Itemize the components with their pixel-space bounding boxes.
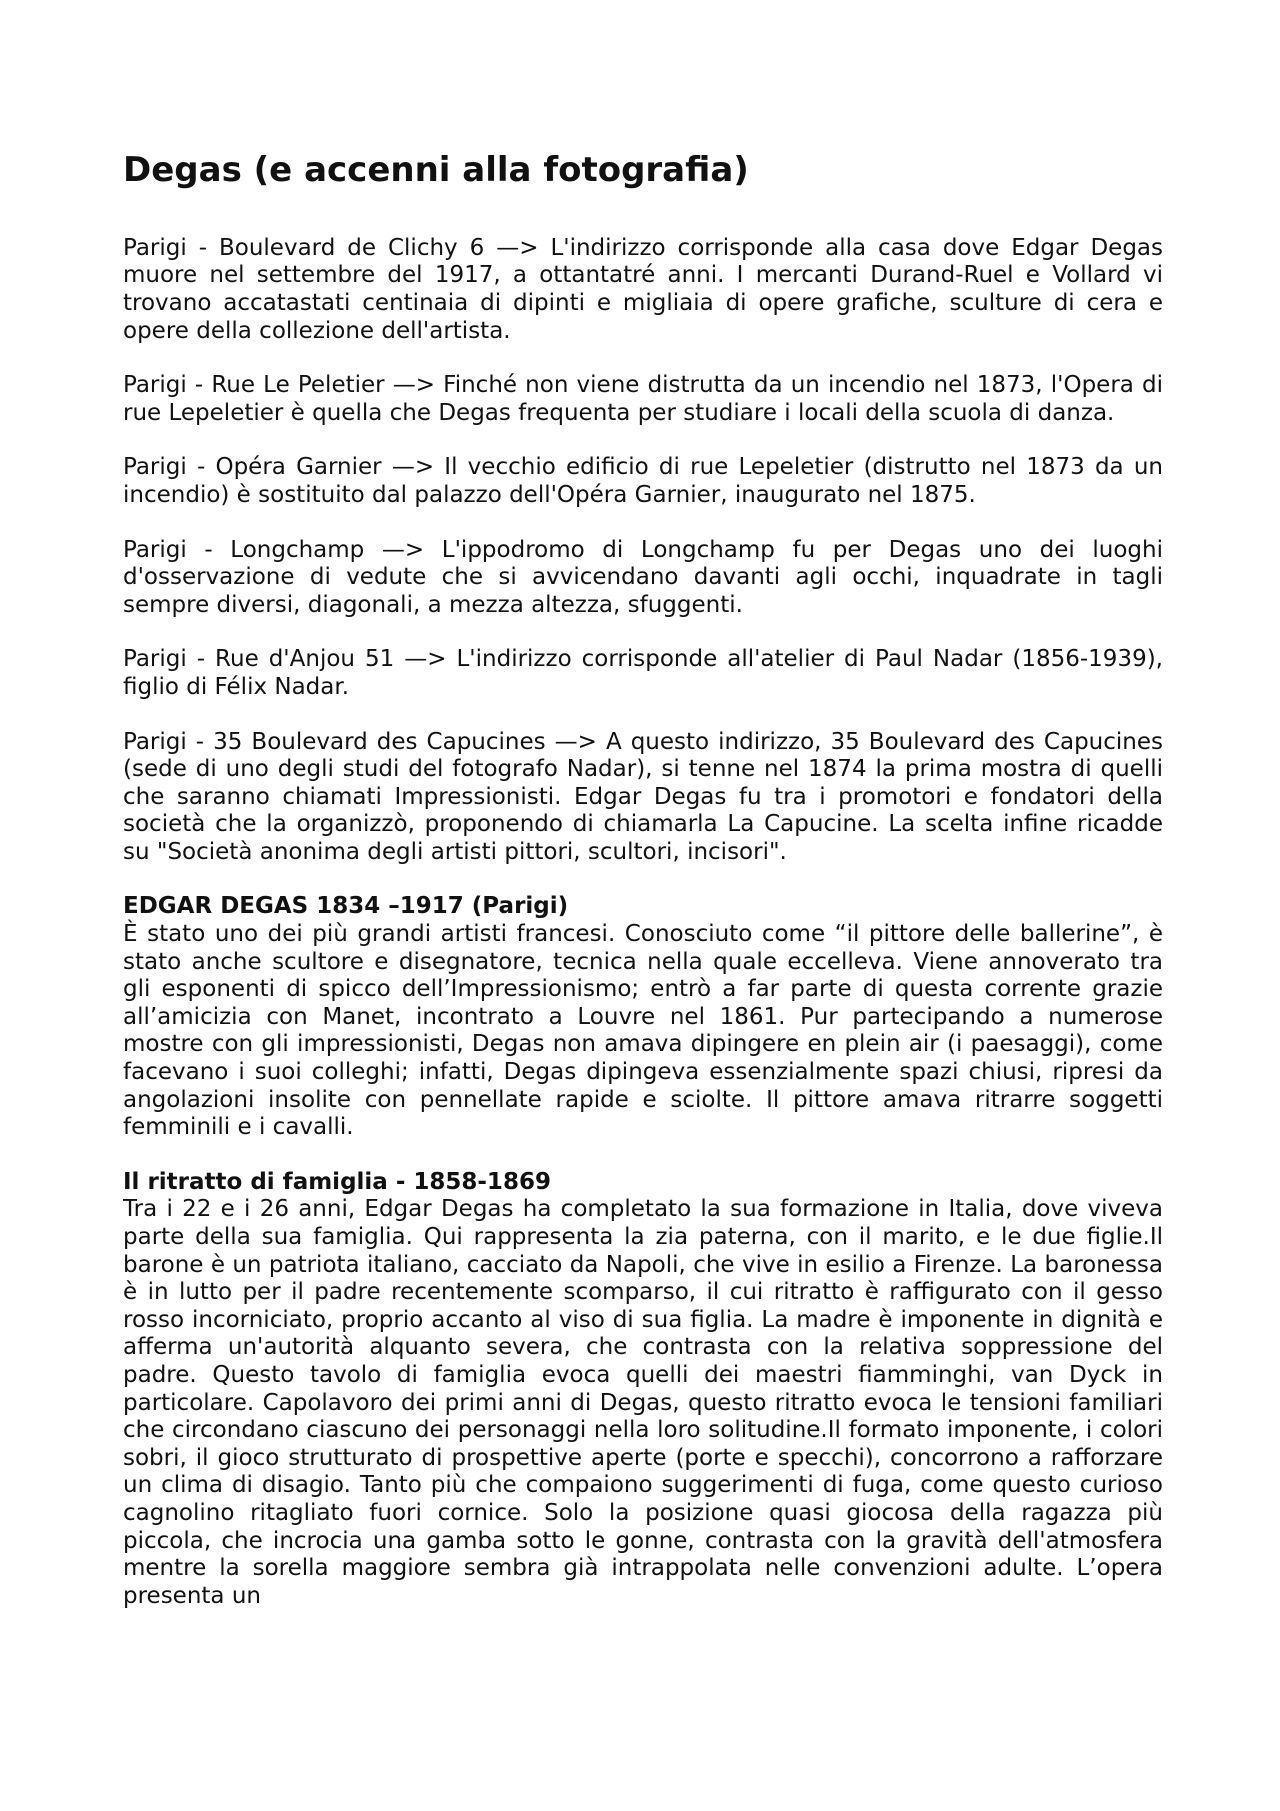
- document-page: [123, 150, 1163, 1637]
- paragraph-boulevard-de-clichy: Parigi - Boulevard de Clichy 6 —> L'indirizzo corrisponde alla casa dove Edgar Degas muore nel settembre del 1917, a ottantatré anni. I mercanti Durand-Ruel e Vollard vi trovano accatastati centinaia di dipinti e migliaia di opere grafiche, sculture di cera e opere della collezione dell'artista.: [123, 234, 1163, 344]
- section-biography-heading: EDGAR DEGAS 1834 –1917 (Parigi): [123, 893, 569, 920]
- paragraph-longchamp: Parigi - Longchamp —> L'ippodromo di Longchamp fu per Degas uno dei luoghi d'osservazione di vedute che si avvicendano davanti agli occhi, inquadrate in tagli sempre diversi, diagonali, a mezza altezza, sfuggenti.: [123, 536, 1163, 618]
- section-family-portrait: [123, 1169, 1163, 1611]
- paragraph-rue-le-peletier: Parigi - Rue Le Peletier —> Finché non viene distrutta da un incendio nel 1873, l'Opera di rue Lepeletier è quella che Degas frequenta per studiare i locali della scuola di danza.: [123, 372, 1163, 426]
- section-biography: [123, 893, 1163, 1141]
- paragraph-opera-garnier: Parigi - Opéra Garnier —> Il vecchio edificio di rue Lepeletier (distrutto nel 1873 da un incendio) è sostituito dal palazzo dell'Opéra Garnier, inaugurato nel 1875.: [123, 454, 1163, 508]
- section-family-portrait-text: Tra i 22 e i 26 anni, Edgar Degas ha completato la sua formazione in Italia, dove viveva parte della sua famiglia. Qui rappresenta la zia paterna, con il marito, e le due figlie.Il barone è un patriota italiano, cacciato da Napoli, che vive in esilio a Firenze. La baronessa è in lutto per il padre recentemente scomparso, il cui ritratto è raffigurato con il gesso rosso incorniciato, proprio accanto al viso di sua figlia. La madre è imponente in dignità e afferma un'autorità alquanto severa, che contrasta con la relativa soppressione del padre. Questo tavolo di famiglia evoca quelli dei maestri fiamminghi, van Dyck in particolare. Capolavoro dei primi anni di Degas, questo ritratto evoca le tensioni familiari che circondano ciascuno dei personaggi nella loro solitudine.Il formato imponente, i colori sobri, il gioco strutturato di prospettive aperte (porte e specchi), concorrono a rafforzare un clima di disagio. Tanto più che compaiono suggerimenti di fuga, come questo curioso cagnolino ritagliato fuori cornice. Solo la posizione quasi giocosa della ragazza più piccola, che incrocia una gamba sotto le gonne, contrasta con la gravità dell'atmosfera mentre la sorella maggiore sembra già intrappolata nelle convenzioni adulte. L’opera presenta un: [123, 1196, 1163, 1609]
- section-biography-text: È stato uno dei più grandi artisti francesi. Conosciuto come “il pittore delle ballerine”, è stato anche scultore e disegnatore, tecnica nella quale eccelleva. Viene annoverato tra gli esponenti di spicco dell’Impressionismo; entrò a far parte di questa corrente grazie all’amicizia con Manet, incontrato a Louvre nel 1861. Pur partecipando a numerose mostre con gli impressionisti, Degas non amava dipingere en plein air (i paesaggi), come facevano i suoi colleghi; infatti, Degas dipingeva essenzialmente spazi chiusi, ripresi da angolazioni insolite con pennellate rapide e sciolte. Il pittore amava ritrarre soggetti femminili e i cavalli.: [123, 921, 1163, 1141]
- paragraph-boulevard-des-capucines: Parigi - 35 Boulevard des Capucines —> A questo indirizzo, 35 Boulevard des Capucines (sede di uno degli studi del fotografo Nadar), si tenne nel 1874 la prima mostra di quelli che saranno chiamati Impressionisti. Edgar Degas fu tra i promotori e fondatori della società che la organizzò, proponendo di chiamarla La Capucine. La scelta infine ricadde su "Società anonima degli artisti pittori, scultori, incisori".: [123, 728, 1163, 865]
- section-family-portrait-heading: Il ritratto di famiglia - 1858-1869: [123, 1168, 551, 1195]
- document-title: Degas (e accenni alla fotografia): [123, 150, 749, 190]
- paragraph-rue-d-anjou: Parigi - Rue d'Anjou 51 —> L'indirizzo corrisponde all'atelier di Paul Nadar (1856-1939), figlio di Félix Nadar.: [123, 646, 1163, 700]
